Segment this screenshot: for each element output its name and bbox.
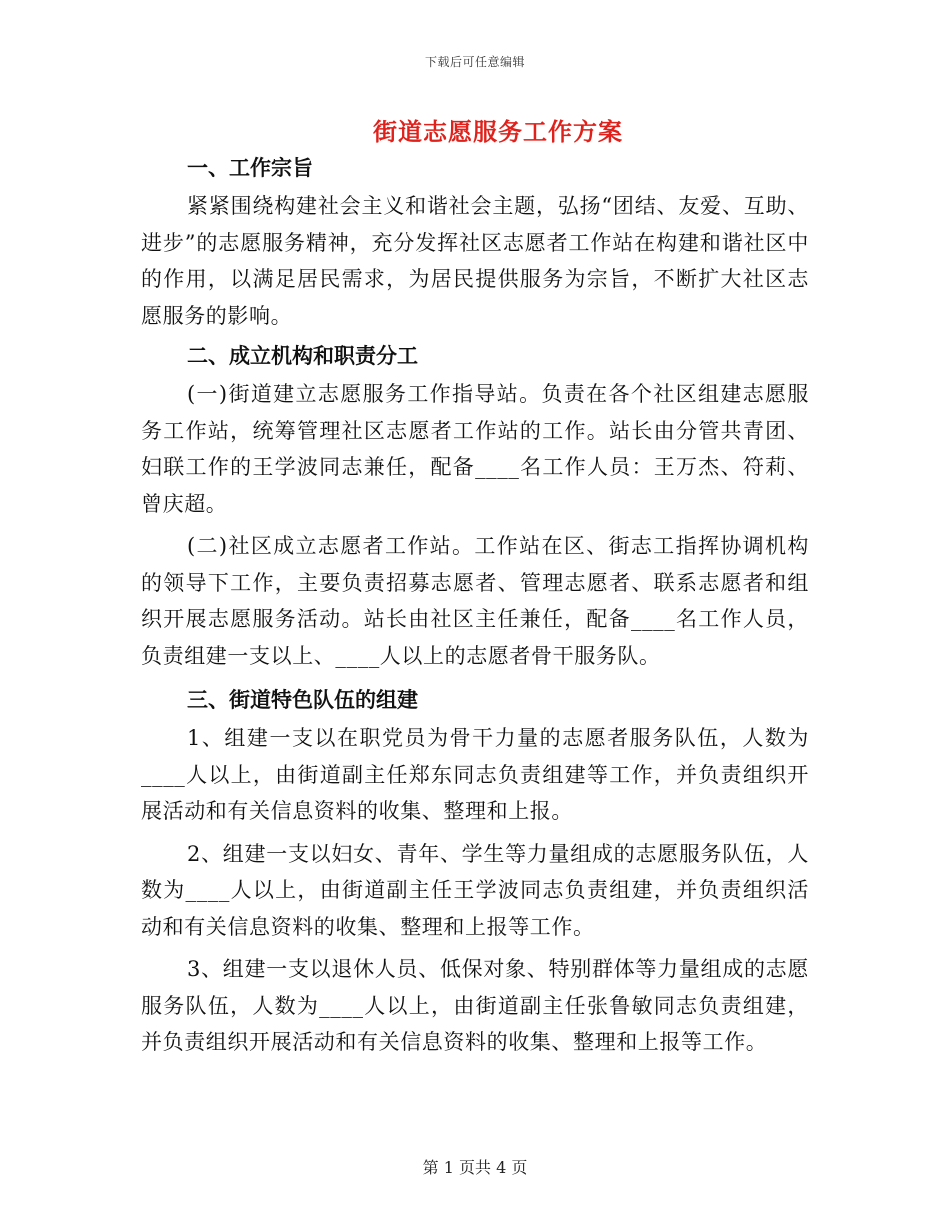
document-body <box>141 148 809 1061</box>
page-number-footer: 第 1 页共 4 页 <box>422 1158 528 1177</box>
section-heading-organization: 二、成立机构和职责分工 <box>187 343 418 368</box>
paragraph-organization-1: (一)街道建立志愿服务工作指导站。负责在各个社区组建志愿服务工作站，统筹管理社区志愿者工作站的工作。站长由分管共青团、妇联工作的王学波同志兼任，配备____名工作人员：王万杰、符莉、曾庆超。 <box>141 382 809 516</box>
paragraph-purpose: 紧紧围绕构建社会主义和谐社会主题，弘扬“团结、友爱、互助、进步”的志愿服务精神，充分发挥社区志愿者工作站在构建和谐社区中的作用，以满足居民需求，为居民提供服务为宗旨，不断扩大社区志愿服务的影响。 <box>141 194 809 328</box>
header-note: 下载后可任意编辑 <box>424 55 525 69</box>
paragraph-organization-2: (二)社区成立志愿者工作站。工作站在区、街志工指挥协调机构的领导下工作，主要负责招募志愿者、管理志愿者、联系志愿者和组织开展志愿服务活动。站长由社区主任兼任，配备____名工作人员，负责组建一支以上、____人以上的志愿者骨干服务队。 <box>141 534 809 668</box>
section-heading-purpose: 一、工作宗旨 <box>187 155 313 180</box>
section-heading-teams: 三、街道特色队伍的组建 <box>187 687 418 712</box>
paragraph-team-2: 2、组建一支以妇女、青年、学生等力量组成的志愿服务队伍，人数为____人以上，由街道副主任王学波同志负责组建，并负责组织活动和有关信息资料的收集、整理和上报等工作。 <box>141 841 809 939</box>
paragraph-team-1: 1、组建一支以在职党员为骨干力量的志愿者服务队伍，人数为____人以上，由街道副主任郑东同志负责组建等工作，并负责组织开展活动和有关信息资料的收集、整理和上报。 <box>141 726 809 823</box>
paragraph-team-3: 3、组建一支以退休人员、低保对象、特别群体等力量组成的志愿服务队伍，人数为____人以上，由街道副主任张鲁敏同志负责组建，并负责组织开展活动和有关信息资料的收集、整理和上报等工作。 <box>141 957 809 1054</box>
document-title: 街道志愿服务工作方案 <box>373 117 623 146</box>
